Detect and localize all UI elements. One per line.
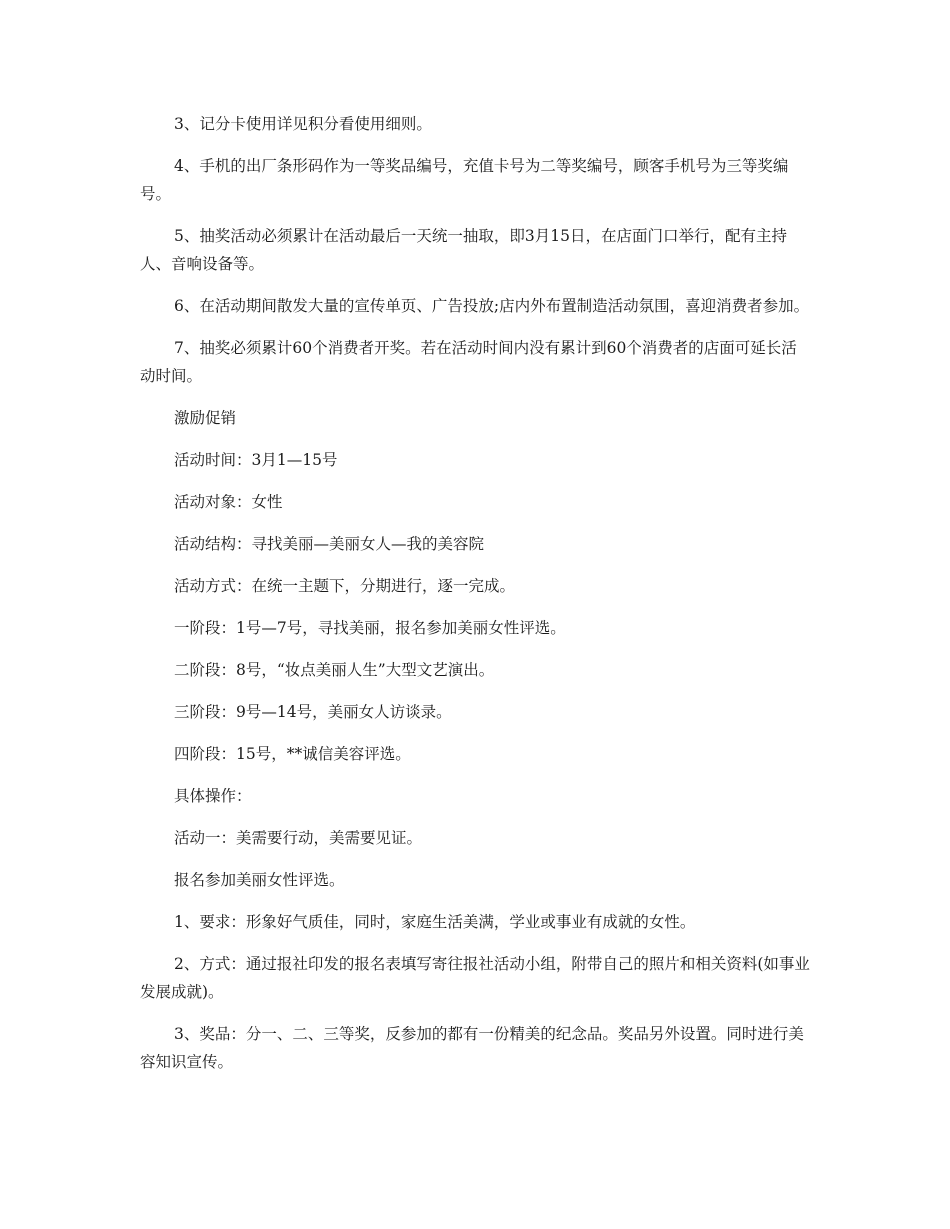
paragraph-operation-heading: 具体操作： bbox=[174, 787, 252, 805]
paragraph-promotion-flyers: 6、在活动期间散发大量的宣传单页、广告投放;店内外布置制造活动氛围，喜迎消费者参加。 bbox=[174, 297, 810, 315]
paragraph-requirement: 1、要求：形象好气质佳，同时，家庭生活美满，学业或事业有成就的女性。 bbox=[174, 913, 696, 931]
document-page bbox=[140, 110, 812, 1090]
paragraph-prizes: 3、奖品：分一、二、三等奖，反参加的都有一份精美的纪念品。奖品另外设置。同时进行美容知识宣传。 bbox=[140, 1025, 804, 1071]
paragraph-draw-threshold: 7、抽奖必须累计60个消费者开奖。若在活动时间内没有累计到60个消费者的店面可延长活动时间。 bbox=[140, 339, 797, 385]
section-heading-incentive: 激励促销 bbox=[174, 409, 237, 427]
paragraph-registration: 报名参加美丽女性评选。 bbox=[174, 871, 345, 889]
paragraph-activity-one: 活动一：美需要行动，美需要见证。 bbox=[174, 829, 423, 847]
paragraph-stage-four: 四阶段：15号，**诚信美容评选。 bbox=[174, 745, 411, 763]
paragraph-activity-target: 活动对象：女性 bbox=[174, 493, 283, 511]
paragraph-activity-structure: 活动结构：寻找美丽—美丽女人—我的美容院 bbox=[174, 535, 485, 553]
paragraph-stage-two: 二阶段：8号，“妆点美丽人生”大型文艺演出。 bbox=[174, 661, 495, 679]
paragraph-method: 2、方式：通过报社印发的报名表填写寄往报社活动小组，附带自己的照片和相关资料(如事业发展成就)。 bbox=[140, 955, 810, 1001]
paragraph-activity-time: 活动时间：3月1—15号 bbox=[174, 451, 338, 469]
paragraph-score-card: 3、记分卡使用详见积分看使用细则。 bbox=[174, 115, 432, 133]
paragraph-draw-date: 5、抽奖活动必须累计在活动最后一天统一抽取，即3月15日，在店面门口举行，配有主持人、音响设备等。 bbox=[140, 227, 787, 273]
paragraph-stage-one: 一阶段：1号—7号，寻找美丽，报名参加美丽女性评选。 bbox=[174, 619, 566, 637]
paragraph-prize-numbering: 4、手机的出厂条形码作为一等奖品编号，充值卡号为二等奖编号，顾客手机号为三等奖编号。 bbox=[140, 157, 789, 203]
paragraph-activity-method: 活动方式：在统一主题下，分期进行，逐一完成。 bbox=[174, 577, 516, 595]
paragraph-stage-three: 三阶段：9号—14号，美丽女人访谈录。 bbox=[174, 703, 452, 721]
